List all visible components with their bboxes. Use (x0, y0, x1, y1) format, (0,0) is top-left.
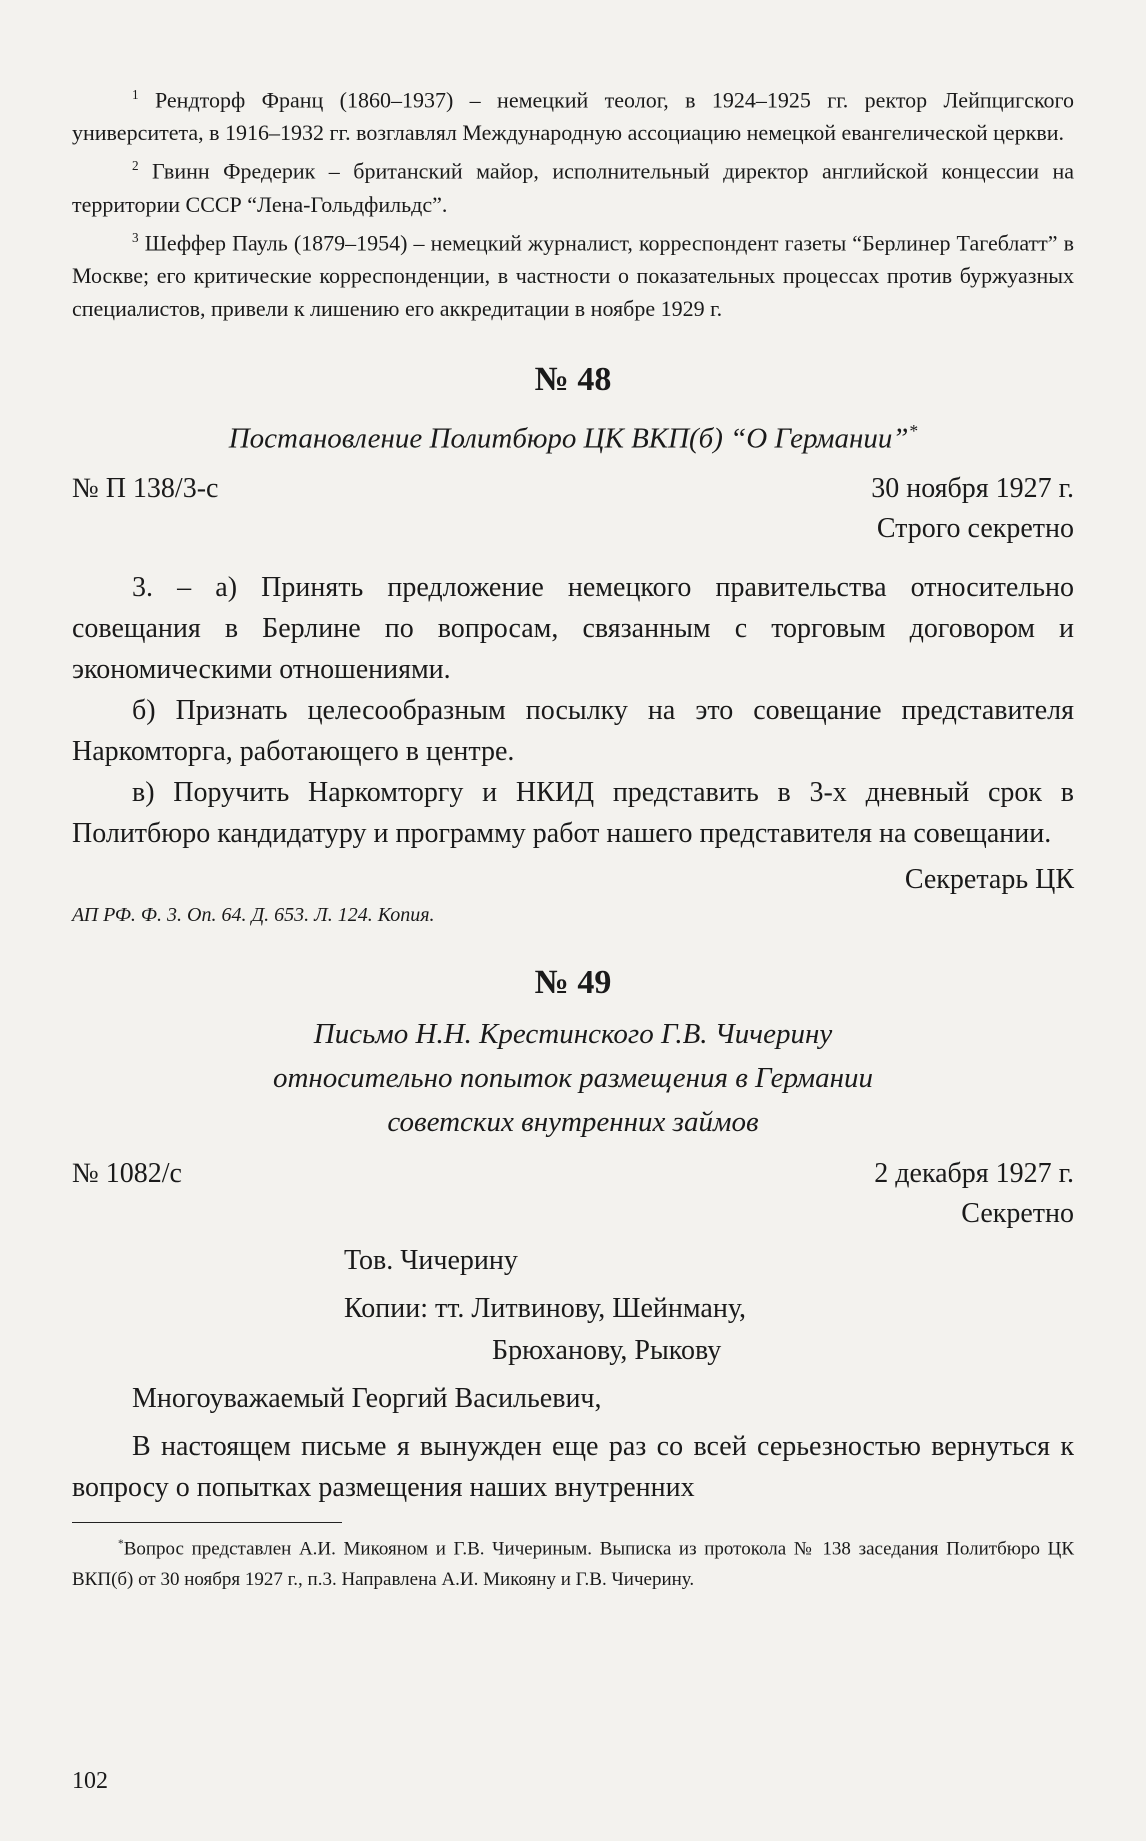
page-number: 102 (72, 1768, 108, 1794)
doc-49-copies-line-1: Копии: тт. Литвинову, Шейнману, (344, 1292, 747, 1324)
doc-48-signature: Секретарь ЦК (904, 863, 1074, 895)
doc-48-date: 30 ноября 1927 г. (871, 472, 1074, 504)
top-footnotes (72, 78, 1074, 325)
doc-49-body: В настоящем письме я вынужден еще раз со всей серьезностью вернуться к вопросу о попытках размещения наших внутренних (72, 1430, 1074, 1503)
doc-48-number: № 48 (534, 360, 612, 398)
footnote-2: $^2$ Гвинн Фредерик – британский майор, исполнительный директор английской концессии на территории СССР “Лена-Гольдфильдс”. (72, 158, 1075, 217)
doc-49-copies-line-2: Брюханову, Рыкову (492, 1334, 722, 1366)
doc-48-ref: № П 138/3-с (72, 472, 219, 504)
doc-49-ref: № 1082/с (72, 1157, 182, 1189)
footnote-3: $^3$ Шеффер Пауль (1879–1954) – немецкий журналист, корреспондент газеты “Берлинер Тагеблатт” в Москве; его критические корреспонденции, в частности о показательных процессах против буржуазных специалистов, привели к лишению его аккредитации в ноябре 1929 г. (72, 229, 1074, 321)
footnote-bottom: *Вопрос представлен А.И. Микояном и Г.В. Чичериным. Выписка из протокола № 138 заседания Политбюро ЦК ВКП(б) от 30 ноября 1927 г., п.3. Направлена А.И. Микояну и Г.В. Чичерину. (72, 1537, 1074, 1590)
doc-48-meta (72, 469, 1074, 509)
doc-49-number: № 49 (534, 963, 612, 1001)
doc-49-classification: Секретно (961, 1197, 1074, 1229)
document-page (72, 78, 1074, 1828)
footnote-1: $^1$ Рендторф Франц (1860–1937) – немецкий теолог, в 1924–1925 гг. ректор Лейпцигского университета, в 1916–1932 гг. возглавлял Международную ассоциацию немецкой евангелической церкви. (72, 87, 1074, 146)
doc-48-classification: Строго секретно (876, 512, 1074, 544)
doc-49-addressee: Тов. Чичерину (344, 1244, 518, 1276)
doc-49-meta (72, 1154, 1074, 1194)
doc-49-title-line-1: Письмо Н.Н. Крестинского Г.В. Чичерину (313, 1017, 833, 1050)
doc-49-date: 2 декабря 1927 г. (874, 1157, 1074, 1189)
doc-48-paragraph-b: б) Признать целесообразным посылку на это совещание представителя Наркомторга, работающего в центре. (72, 694, 1074, 767)
doc-48-paragraph-c: в) Поручить Наркомторгу и НКИД представить в 3-х дневный срок в Политбюро кандидатуру и программу работ нашего представителя на совещании. (72, 776, 1074, 849)
doc-49-title-line-2: относительно попыток размещения в Германии (272, 1061, 874, 1094)
doc-48-paragraph-a: 3. – а) Принять предложение немецкого правительства относительно совещания в Берлине по вопросам, связанным с торговым договором и экономическими отношениями. (72, 571, 1074, 685)
doc-48-source: АП РФ. Ф. 3. Оп. 64. Д. 653. Л. 124. Копия. (72, 903, 435, 926)
doc-48-title: Постановление Политбюро ЦК ВКП(б) “О Германии”* (228, 420, 918, 455)
doc-49-salutation: Многоуважаемый Георгий Васильевич, (132, 1382, 602, 1414)
doc-49-title-line-3: советских внутренних займов (387, 1105, 759, 1138)
